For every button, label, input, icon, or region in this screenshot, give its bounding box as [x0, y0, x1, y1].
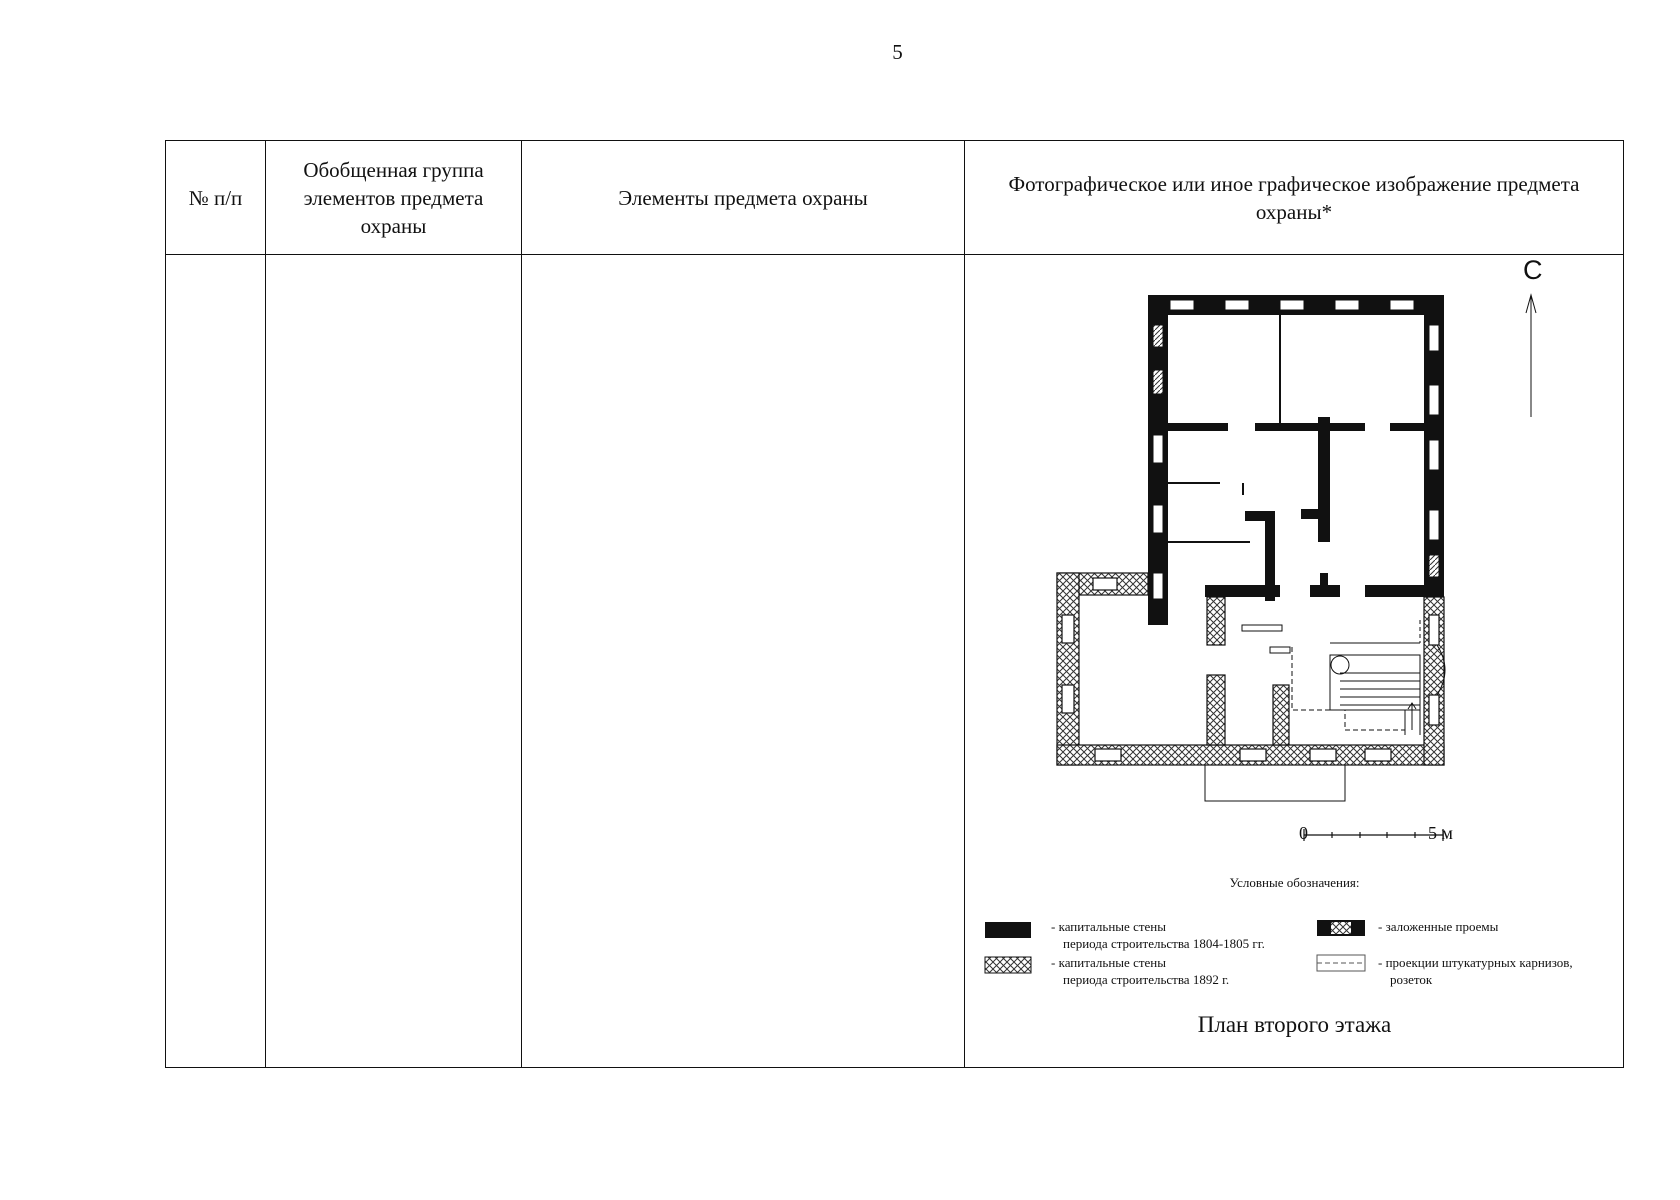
legend-cornice-line1: - проекции штукатурных карнизов,	[1378, 955, 1573, 970]
cell-graphic	[965, 255, 1624, 1068]
legend-title: Условные обозначения:	[1229, 875, 1360, 890]
legend-blocked-openings: - заложенные проемы	[1378, 919, 1499, 934]
cell-group	[266, 255, 522, 1068]
new-walls	[1057, 573, 1444, 765]
cell-number	[166, 255, 266, 1068]
header-group: Обобщенная группа элементов предмета охраны	[266, 141, 522, 255]
header-number: № п/п	[166, 141, 266, 255]
page-number: 5	[892, 40, 903, 64]
legend-new-walls-line2: периода строительства 1892 г.	[1063, 972, 1230, 987]
scale-end-label: 5 м	[1428, 823, 1453, 843]
north-label: С	[1523, 255, 1543, 285]
scale-zero-label: 0	[1299, 823, 1308, 843]
table-header-row	[166, 141, 1624, 255]
legend-swatch-cornice	[1317, 955, 1365, 971]
cell-elements	[522, 255, 965, 1068]
table-row	[166, 255, 1624, 1068]
scale-bar	[1304, 829, 1443, 841]
porch	[1205, 765, 1345, 801]
legend-cornice-line2: розеток	[1390, 972, 1433, 987]
header-elements: Элементы предмета охраны	[522, 141, 965, 255]
old-walls	[1148, 295, 1444, 625]
legend-swatch-new-walls	[985, 957, 1031, 973]
north-arrow-icon	[1526, 295, 1536, 417]
legend-swatch-blocked-openings	[1317, 920, 1365, 936]
plan-caption: План второго этажа	[1197, 1012, 1392, 1037]
protection-table	[165, 140, 1624, 1068]
legend-old-walls-line1: - капитальные стены	[1051, 919, 1166, 934]
legend-old-walls-line2: периода строительства 1804-1805 гг.	[1063, 936, 1265, 951]
legend-new-walls-line1: - капитальные стены	[1051, 955, 1166, 970]
legend-swatch-old-walls	[985, 922, 1031, 938]
header-image: Фотографическое или иное графическое изображение предмета охраны*	[965, 141, 1624, 255]
